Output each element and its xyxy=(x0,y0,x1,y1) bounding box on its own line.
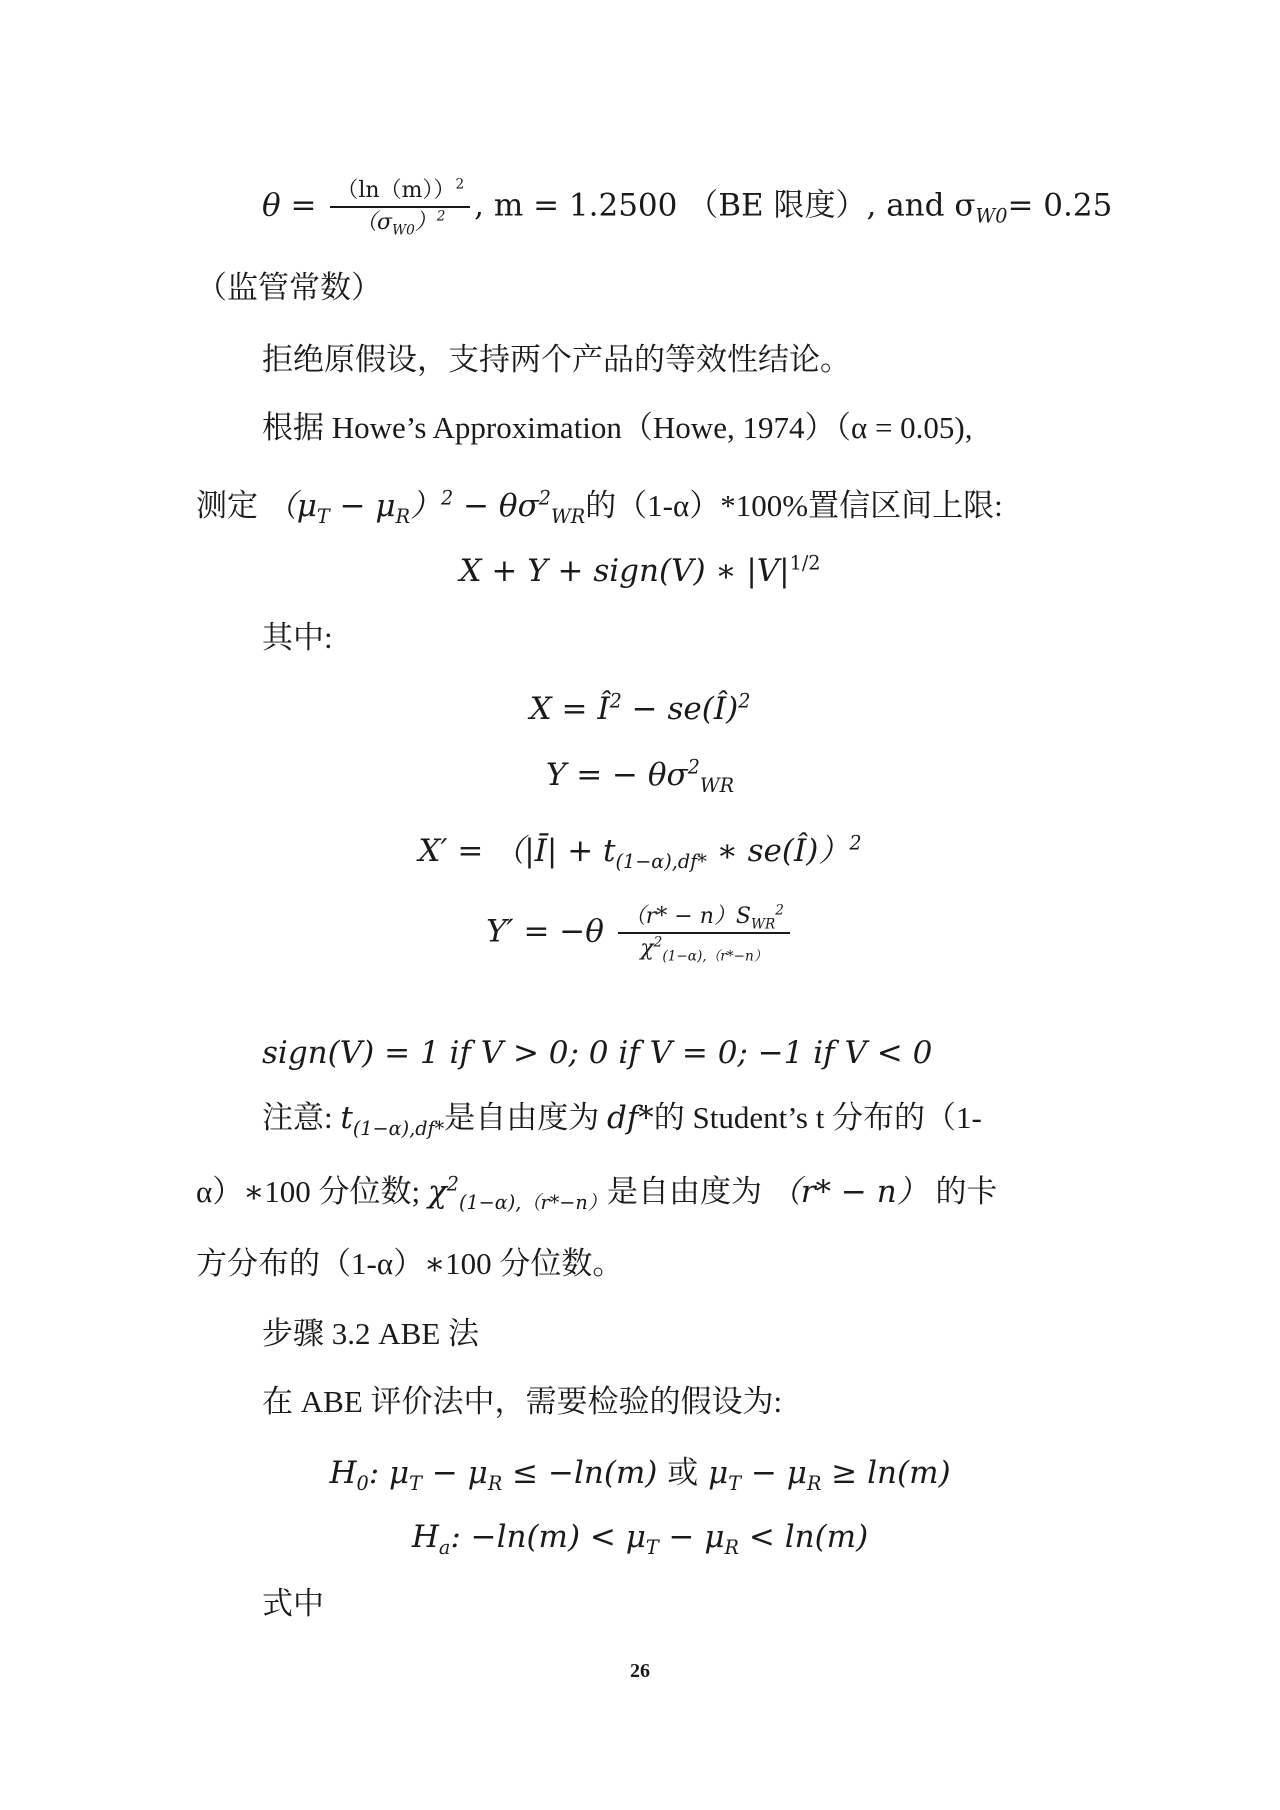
y-prime-formula: Y′ = −θ $\frac{(r* - n)S_{WR}^2}{\chi^2_{(1-\alpha),(r*-n)}}$ xyxy=(0,906,1280,960)
note-line-2: α）∗100 分位数; $\chi^2_{(1-\alpha),(r*-n)}$是自由度为 （r* − n） 的卡 xyxy=(196,1172,998,1215)
howe-approximation-text: 根据 Howe’s Approximation（Howe, 1974）（α = 0.05), xyxy=(262,410,973,445)
upper-limit-suffix: 的（1-α）*100%置信区间上限: xyxy=(585,488,1003,523)
upper-limit-prefix: 测定 xyxy=(196,488,258,523)
note-line-3: 方分布的（1-α）∗100 分位数。 xyxy=(196,1246,624,1281)
note-line-1: 注意: $t_{(1-\alpha),df*}$是自由度为 df*的 Student’s t 分布的（1- xyxy=(262,1100,982,1141)
upper-limit-line: 测定 $(\mu_T - \mu_R)^2 - \theta\sigma^2_{WR}$的（1-α）*100%置信区间上限: xyxy=(196,486,1003,529)
y-formula: Y = − $\theta\sigma^2_{WR}$ xyxy=(545,755,735,798)
reject-null-text: 拒绝原假设，支持两个产品的等效性结论。 xyxy=(262,342,851,377)
regulatory-constant: （监管常数） xyxy=(196,270,382,305)
x-prime-formula: X′ = （|Ī| + $t_{(1-\alpha),df*}$ ∗ se(Î)）$^2$ xyxy=(418,831,862,874)
where-label: 其中: xyxy=(262,620,333,655)
abe-intro: 在 ABE 评价法中，需要检验的假设为: xyxy=(262,1384,783,1419)
formula-label: 式中 xyxy=(262,1586,324,1621)
sign-rule: sign(V) = 1 if V > 0; 0 if V = 0; −1 if V < 0 xyxy=(262,1035,933,1071)
theta-definition-tail: , m = 1.2500 （BE 限度）, and σ xyxy=(474,187,976,224)
theta-definition: θ = $\frac{(\ln(m))^2}{(\sigma_{W0})^2}$ , m = 1.2500 （BE 限度）, and $\sigma_{W0}= 0.25$ xyxy=(262,176,1113,239)
x-formula: $X = Î^2$ − se(Î)$^2$ xyxy=(529,689,751,727)
upper-limit-formula: X + Y + sign(V) ∗ $|V|^{1/2}$ xyxy=(459,551,821,589)
page-number: 26 xyxy=(630,1660,650,1682)
theta-definition-value: = 0.25 xyxy=(1007,187,1113,224)
theta-fraction: $\frac{(\ln(m))^2}{(\sigma_{W0})^2}$ xyxy=(330,180,470,234)
y-prime-fraction: $\frac{(r* - n)S_{WR}^2}{\chi^2_{(1-\alpha),(r*-n)}}$ xyxy=(618,906,790,960)
alternative-hypothesis: $H_a$: $-\ln(m) < \mu_T - \mu_R < \ln(m)$ xyxy=(411,1519,869,1560)
step-heading: 步骤 3.2 ABE 法 xyxy=(262,1316,479,1351)
null-hypothesis: $H_0$: $\mu_T - \mu_R \le -\ln(m)$ 或 $\mu_T - \mu_R \ge \ln(m)$ xyxy=(329,1455,951,1496)
